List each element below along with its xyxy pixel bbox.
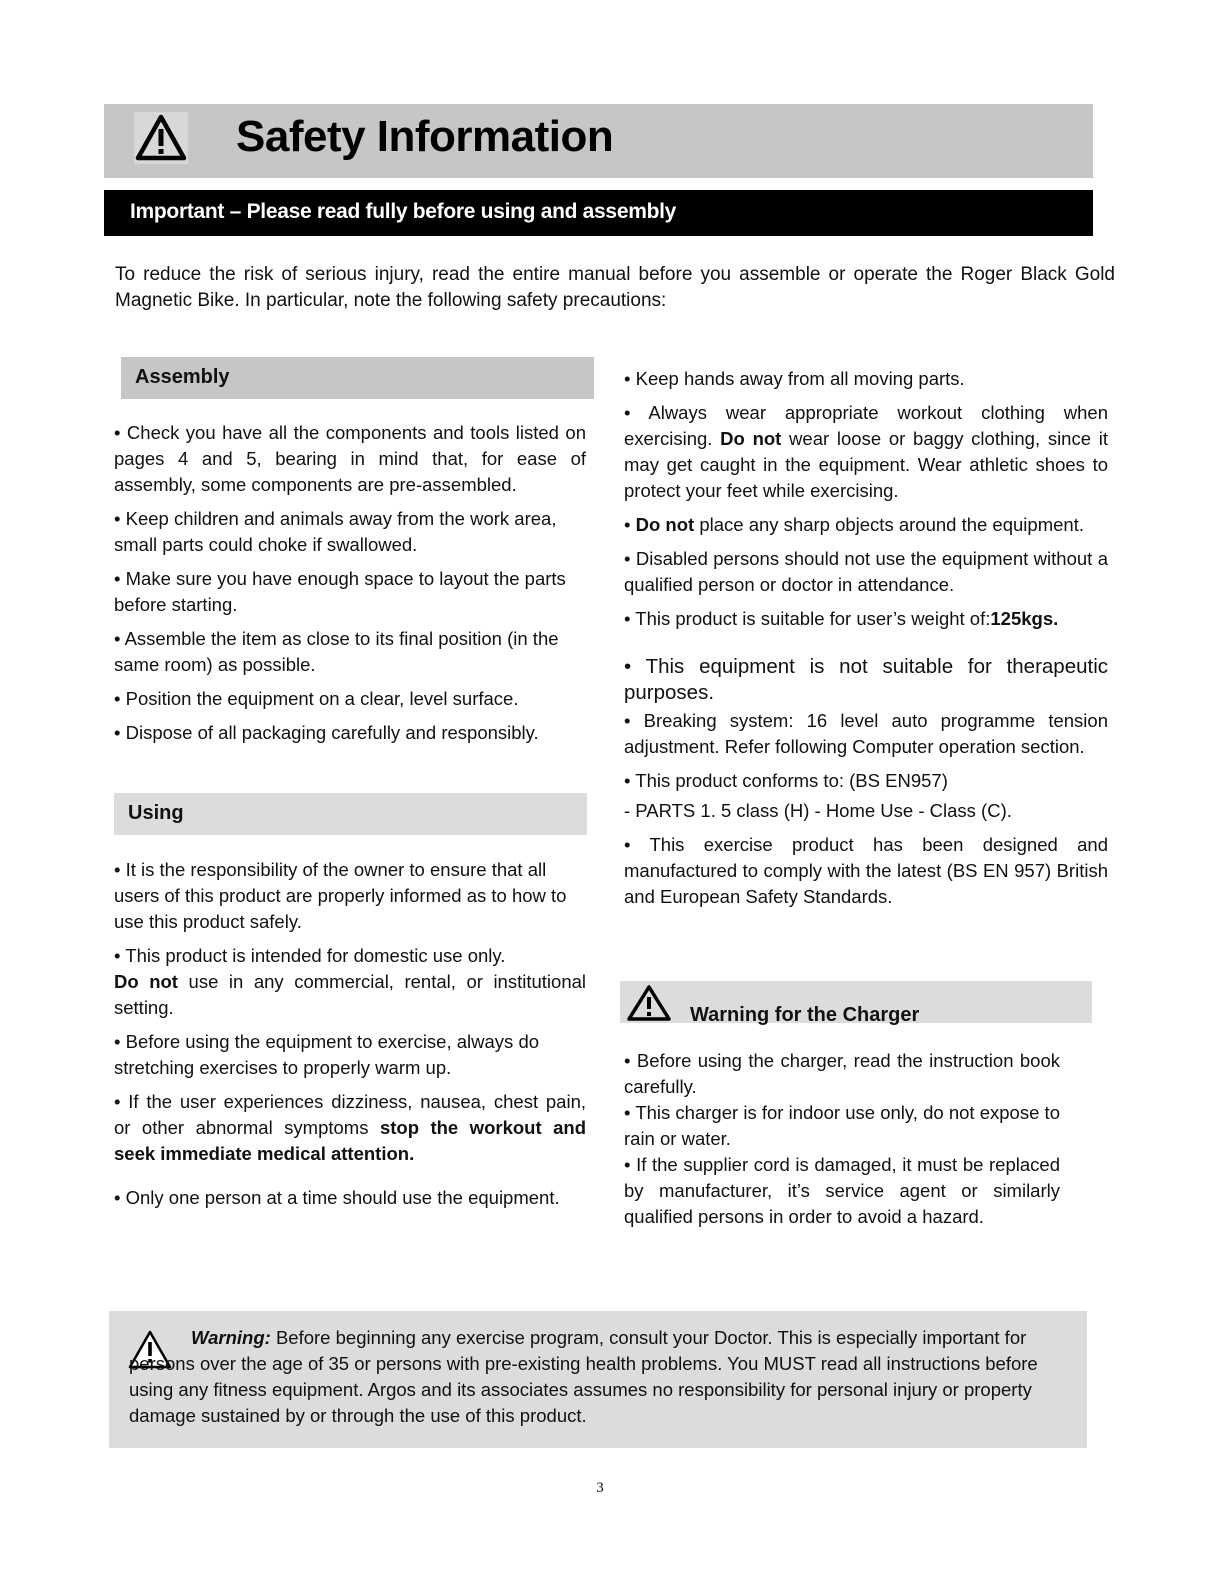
weight-emphasis: 125kgs. [990, 608, 1059, 629]
safety-item: • Disabled persons should not use the equipment without a qualified person or doctor in attendance. [624, 548, 1108, 595]
assembly-heading [121, 357, 594, 399]
safety-item-text: • [624, 514, 636, 535]
important-text: Important – Please read fully before using and assembly [130, 200, 677, 223]
page-title: Safety Information [236, 112, 614, 161]
stop-emphasis: stop the workout and seek immediate medical attention. [114, 1117, 586, 1164]
safety-item [624, 606, 1108, 632]
assembly-item: • Check you have all the components and tools listed on pages 4 and 5, bearing in mind that, for ease of assembly, some components are pre-assembled. [114, 422, 586, 495]
warning-triangle-icon [626, 984, 672, 1022]
assembly-item: • Dispose of all packaging carefully and responsibly. [114, 722, 539, 743]
warning-body: Before beginning any exercise program, consult your Doctor. This is especially important for persons over the age of 35 or persons with pre-existing health problems. You MUST read all instructions before using any fitness equipment. Argos and its associates assumes no responsibility for personal injury or property damage sustained by or through the use of this product. [129, 1327, 1038, 1426]
assembly-heading-label: Assembly [135, 366, 230, 388]
using-heading-label: Using [128, 802, 184, 824]
using-item [114, 969, 586, 1021]
assembly-item: • Keep children and animals away from the work area, small parts could choke if swallowed. [114, 508, 557, 555]
page-number: 3 [596, 1480, 604, 1496]
do-not-emphasis: Do not [635, 514, 695, 535]
charger-item: • If the supplier cord is damaged, it must be replaced by manufacturer, it’s service agent or similarly qualified persons in order to avoid a hazard. [624, 1154, 1060, 1227]
using-list [114, 857, 586, 1219]
using-item [114, 1089, 586, 1167]
using-item-text: use in any commercial, rental, or institutional setting. [114, 971, 587, 1018]
warning-text [129, 1325, 1059, 1429]
right-column-list [624, 366, 1108, 918]
safety-item-text: • This product is suitable for user’s weight of: [624, 608, 991, 629]
safety-item-text: wear loose or baggy clothing, since it may get caught in the equipment. Wear athletic shoes to protect your feet while exercising. [624, 428, 1108, 501]
important-banner [104, 190, 1093, 236]
warning-box [109, 1311, 1087, 1448]
using-item-text: • If the user experiences dizziness, nausea, chest pain, or other abnormal symptoms [114, 1091, 586, 1138]
warning-triangle-icon [134, 112, 188, 164]
safety-item: - PARTS 1. 5 class (H) - Home Use - Class (C). [624, 800, 1012, 821]
using-item: • This product is intended for domestic use only. [114, 945, 506, 966]
warning-label: Warning: [191, 1327, 271, 1348]
safety-item: • This exercise product has been designed and manufactured to comply with the latest (BS EN 957) British and European Safety Standards. [624, 834, 1108, 907]
using-item: • It is the responsibility of the owner to ensure that all users of this product are properly informed as to how to use this product safely. [114, 859, 567, 932]
charger-heading-label: Warning for the Charger [690, 1004, 920, 1026]
assembly-item: • Position the equipment on a clear, level surface. [114, 688, 519, 709]
using-item: • Before using the equipment to exercise, always do stretching exercises to properly warm up. [114, 1031, 540, 1078]
title-bar [104, 104, 1093, 178]
safety-item: • Breaking system: 16 level auto programme tension adjustment. Refer following Computer operation section. [624, 710, 1108, 757]
safety-item-text: place any sharp objects around the equipment. [694, 514, 1084, 535]
charger-item: • This charger is for indoor use only, do not expose to rain or water. [624, 1102, 1060, 1149]
assembly-item: • Assemble the item as close to its final position (in the same room) as possible. [114, 628, 559, 675]
using-heading [114, 793, 587, 835]
charger-item: • Before using the charger, read the instruction book carefully. [624, 1050, 1060, 1097]
safety-item [624, 400, 1108, 504]
do-not-emphasis: Do not [114, 971, 178, 992]
assembly-item: • Make sure you have enough space to layout the parts before starting. [114, 568, 566, 615]
do-not-emphasis: Do not [720, 428, 782, 449]
charger-list [624, 1048, 1060, 1230]
charger-heading [620, 981, 1092, 1026]
safety-item: • Keep hands away from all moving parts. [624, 368, 965, 389]
safety-item-text: • Always wear appropriate workout clothing when exercising. [624, 402, 1108, 449]
safety-item [624, 512, 1108, 538]
safety-item: • This product conforms to: (BS EN957) [624, 770, 948, 791]
using-item: • Only one person at a time should use the equipment. [114, 1187, 560, 1208]
assembly-list [114, 420, 586, 754]
intro-paragraph: To reduce the risk of serious injury, read the entire manual before you assemble or operate the Roger Black Gold Magnetic Bike. In particular, note the following safety precautions: [115, 264, 1115, 311]
safety-item: • This equipment is not suitable for therapeutic purposes. [624, 655, 1108, 704]
